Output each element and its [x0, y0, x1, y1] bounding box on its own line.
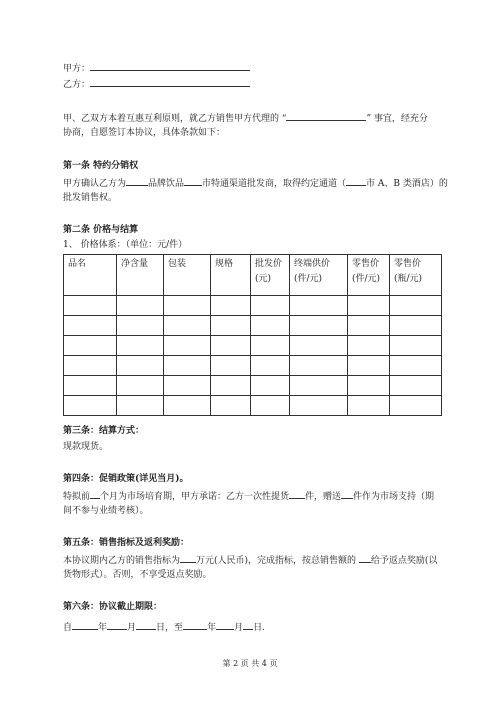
- article-3-title: 第三条：结算方式：: [63, 426, 145, 436]
- table-header-text: (元): [255, 274, 272, 284]
- party-a-label: 甲方：: [63, 64, 91, 74]
- article-4-title: 第四条：促销政策(详见当月)。: [63, 474, 189, 484]
- party-b-blank: [90, 77, 250, 87]
- party-a-line: [63, 61, 250, 75]
- page-footer: 第 2 页 共 4 页: [222, 659, 278, 668]
- table-cell[interactable]: [290, 296, 348, 316]
- table-header-text: 品名: [68, 259, 87, 269]
- table-cell[interactable]: [117, 396, 164, 416]
- table-cell[interactable]: [251, 336, 290, 356]
- table-header-text: 包装: [168, 259, 187, 269]
- table-cell[interactable]: [64, 316, 117, 336]
- table-cell[interactable]: [390, 396, 442, 416]
- table-cell[interactable]: [164, 336, 211, 356]
- table-row: [64, 356, 442, 376]
- table-cell[interactable]: [390, 376, 442, 396]
- party-a-blank: [90, 61, 250, 71]
- table-header-cell: [164, 255, 211, 296]
- price-system-label: 1、 价格体系：（单位：元/件）: [63, 240, 188, 250]
- table-cell[interactable]: [251, 376, 290, 396]
- table-cell[interactable]: [211, 296, 251, 316]
- table-header-cell: [390, 255, 442, 296]
- table-row: [64, 376, 442, 396]
- table-cell[interactable]: [290, 356, 348, 376]
- party-b-line: [63, 77, 250, 91]
- table-cell[interactable]: [348, 316, 390, 336]
- table-header-cell: [348, 255, 390, 296]
- table-header-text: 规格: [215, 259, 234, 269]
- article-1-line-2: 批发销售权。: [63, 193, 118, 203]
- table-cell[interactable]: [211, 316, 251, 336]
- table-cell[interactable]: [64, 376, 117, 396]
- table-cell[interactable]: [348, 356, 390, 376]
- table-cell[interactable]: [64, 296, 117, 316]
- article-2-title: 第二条 价格与结算: [63, 225, 139, 235]
- table-header-text: 批发价: [255, 259, 283, 269]
- table-header-text: 净含量: [121, 259, 149, 269]
- table-cell[interactable]: [290, 396, 348, 416]
- table-header-text: (件/元): [294, 274, 323, 284]
- table-cell[interactable]: [164, 296, 211, 316]
- article-5-title: 第五条：销售指标及返利奖励：: [63, 538, 190, 548]
- table-row: [64, 296, 442, 316]
- table-header-text: (件/元): [352, 274, 381, 284]
- article-1-title: 第一条 特约分销权: [63, 161, 139, 171]
- table-cell[interactable]: [117, 356, 164, 376]
- table-header-cell: [290, 255, 348, 296]
- article-4-line-2: 间不参与业绩考核）。: [63, 506, 149, 516]
- table-cell[interactable]: [211, 396, 251, 416]
- table-cell[interactable]: [251, 296, 290, 316]
- table-row: [64, 336, 442, 356]
- table-cell[interactable]: [117, 336, 164, 356]
- article-6-date-line: 自 年 月 日，至 年 月 日.: [63, 620, 265, 634]
- table-header-cell: [211, 255, 251, 296]
- intro-line-1: 甲、乙双方本着互惠互利原则，就乙方销售甲方代理的 “ ” 事宜，经充分: [63, 111, 428, 125]
- table-cell[interactable]: [164, 316, 211, 336]
- table-cell[interactable]: [117, 316, 164, 336]
- table-cell[interactable]: [117, 376, 164, 396]
- table-cell[interactable]: [251, 356, 290, 376]
- table-cell[interactable]: [164, 376, 211, 396]
- table-cell[interactable]: [64, 356, 117, 376]
- table-cell[interactable]: [390, 296, 442, 316]
- table-cell[interactable]: [348, 396, 390, 416]
- table-cell[interactable]: [251, 316, 290, 336]
- table-cell[interactable]: [290, 336, 348, 356]
- table-header-cell: [117, 255, 164, 296]
- article-1-line-1: 甲方确认乙方为 品牌饮品 市特通渠道批发商，取得约定通道（ 市 A、B 类酒店）的: [63, 176, 448, 190]
- table-cell[interactable]: [211, 356, 251, 376]
- intro-line-2: 协商，自愿签订本协议，具体条款如下：: [63, 128, 226, 138]
- table-cell[interactable]: [64, 336, 117, 356]
- article-6-title: 第六条：协议截止期限：: [63, 602, 163, 612]
- table-cell[interactable]: [251, 396, 290, 416]
- table-cell[interactable]: [348, 296, 390, 316]
- table-header-text: (瓶/元): [394, 274, 423, 284]
- table-cell[interactable]: [211, 336, 251, 356]
- table-cell[interactable]: [211, 376, 251, 396]
- table-cell[interactable]: [64, 396, 117, 416]
- table-header-cell: [64, 255, 117, 296]
- table-row: [64, 396, 442, 416]
- table-row: [64, 316, 442, 336]
- party-b-label: 乙方：: [63, 80, 91, 90]
- intro-blank: [286, 111, 366, 121]
- table-cell[interactable]: [348, 336, 390, 356]
- table-body: [64, 296, 442, 416]
- article-4-line-1: 特拟前 个月为市场培育期，甲方承诺：乙方一次性提货 件，赠送 件作为市场支持（期: [63, 489, 434, 503]
- article-3-body: 现款现货。: [63, 442, 109, 452]
- table-cell[interactable]: [390, 336, 442, 356]
- price-table: [63, 254, 442, 416]
- table-header-text: 零售价: [352, 259, 380, 269]
- table-cell[interactable]: [390, 356, 442, 376]
- table-header-text: 零售价: [394, 259, 422, 269]
- table-cell[interactable]: [117, 296, 164, 316]
- table-cell[interactable]: [390, 316, 442, 336]
- table-cell[interactable]: [164, 396, 211, 416]
- table-cell[interactable]: [290, 316, 348, 336]
- table-cell[interactable]: [348, 376, 390, 396]
- table-header-row: [64, 255, 442, 296]
- article-5-line-2: 货物形式）。否则，不享受返点奖励。: [63, 570, 212, 580]
- table-cell[interactable]: [290, 376, 348, 396]
- table-header-text: 终端供价: [294, 259, 331, 269]
- article-5-line-1: 本协议期内乙方的销售指标为 万元(人民币)，完成指标，按总销售额的 给予返点奖励(以: [63, 553, 437, 567]
- table-cell[interactable]: [164, 356, 211, 376]
- table-header-cell: [251, 255, 290, 296]
